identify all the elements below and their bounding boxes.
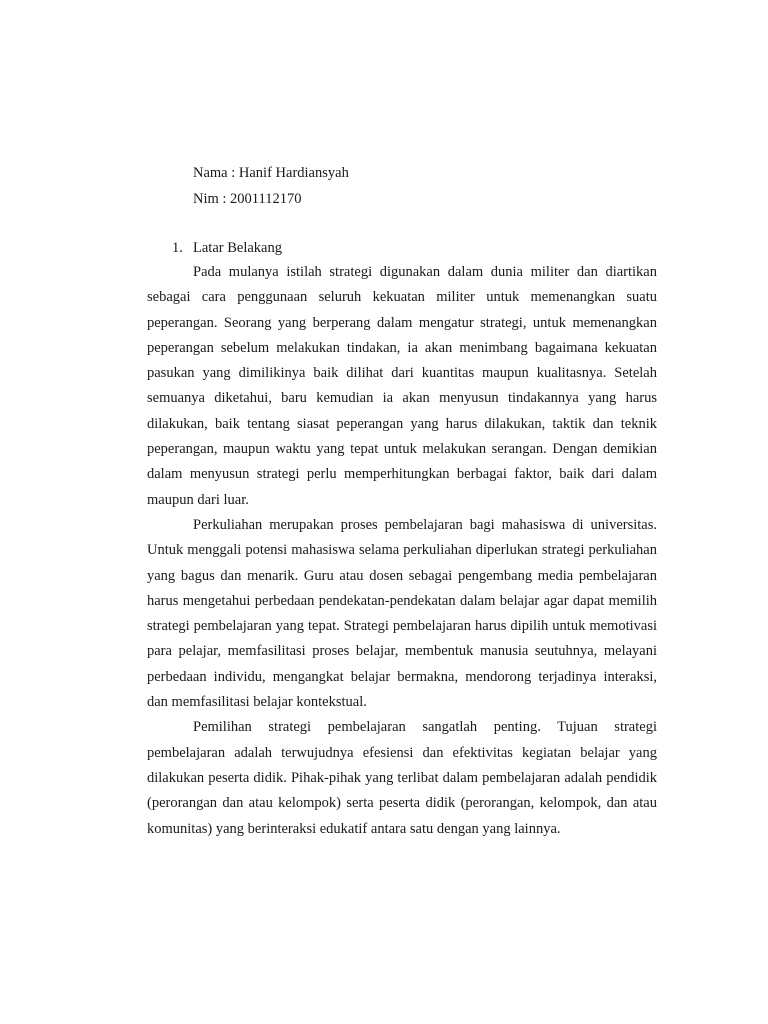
paragraph-2: Perkuliahan merupakan proses pembelajaran bagi mahasiswa di universitas. Untuk menggali potensi mahasiswa selama perkuliahan diperlukan strategi perkuliahan yang bagus dan menarik. Guru atau dosen sebagai pengembang media pembelajaran harus mengetahui perbedaan pendekatan-pendekatan dalam belajar agar dapat memilih strategi pembelajaran yang tepat. Strategi pembelajaran harus dipilih untuk memotivasi para pelajar, memfasilitasi proses belajar, membentuk manusia seutuhnya, melayani perbedaan individu, mengangkat belajar bermakna, mendorong terjadinya interaksi, dan memfasilitasi belajar kontekstual. (147, 516, 657, 711)
section-title: Latar Belakang (193, 240, 282, 256)
paragraph-3: Pemilihan strategi pembelajaran sangatlah penting. Tujuan strategi pembelajaran adalah terwujudnya efesiensi dan efektivitas kegiatan belajar yang dilakukan peserta didik. Pihak-pihak yang terlibat dalam pembelajaran adalah pendidik (perorangan dan atau kelompok) serta peserta didik (perorangan, kelompok, dan atau komunitas) yang berinteraksi edukatif antara satu dengan yang lainnya. (147, 719, 657, 837)
student-nim: Nim : 2001112170 (193, 191, 302, 207)
section-number: 1. (172, 240, 183, 256)
student-identity (193, 160, 349, 212)
paragraph-1: Pada mulanya istilah strategi digunakan dalam dunia militer dan diartikan sebagai cara penggunaan seluruh kekuatan militer untuk memenangkan suatu peperangan. Seorang yang berperang dalam mengatur strategi, untuk memenangkan peperangan sebelum melakukan tindakan, ia akan menimbang bagaimana kekuatan pasukan yang dimilikinya baik dilihat dari kuantitas maupun kualitasnya. Setelah semuanya diketahui, baru kemudian ia akan menyusun tindakannya yang harus dilakukan, baik tentang siasat peperangan yang harus dilakukan, taktik dan teknik peperangan, maupun waktu yang tepat untuk melakukan serangan. Dengan demikian dalam menyusun strategi perlu memperhitungkan berbagai faktor, baik dari dalam maupun dari luar. (147, 264, 657, 508)
student-name: Nama : Hanif Hardiansyah (193, 165, 349, 181)
section-body (147, 260, 657, 842)
section-heading (172, 235, 282, 261)
